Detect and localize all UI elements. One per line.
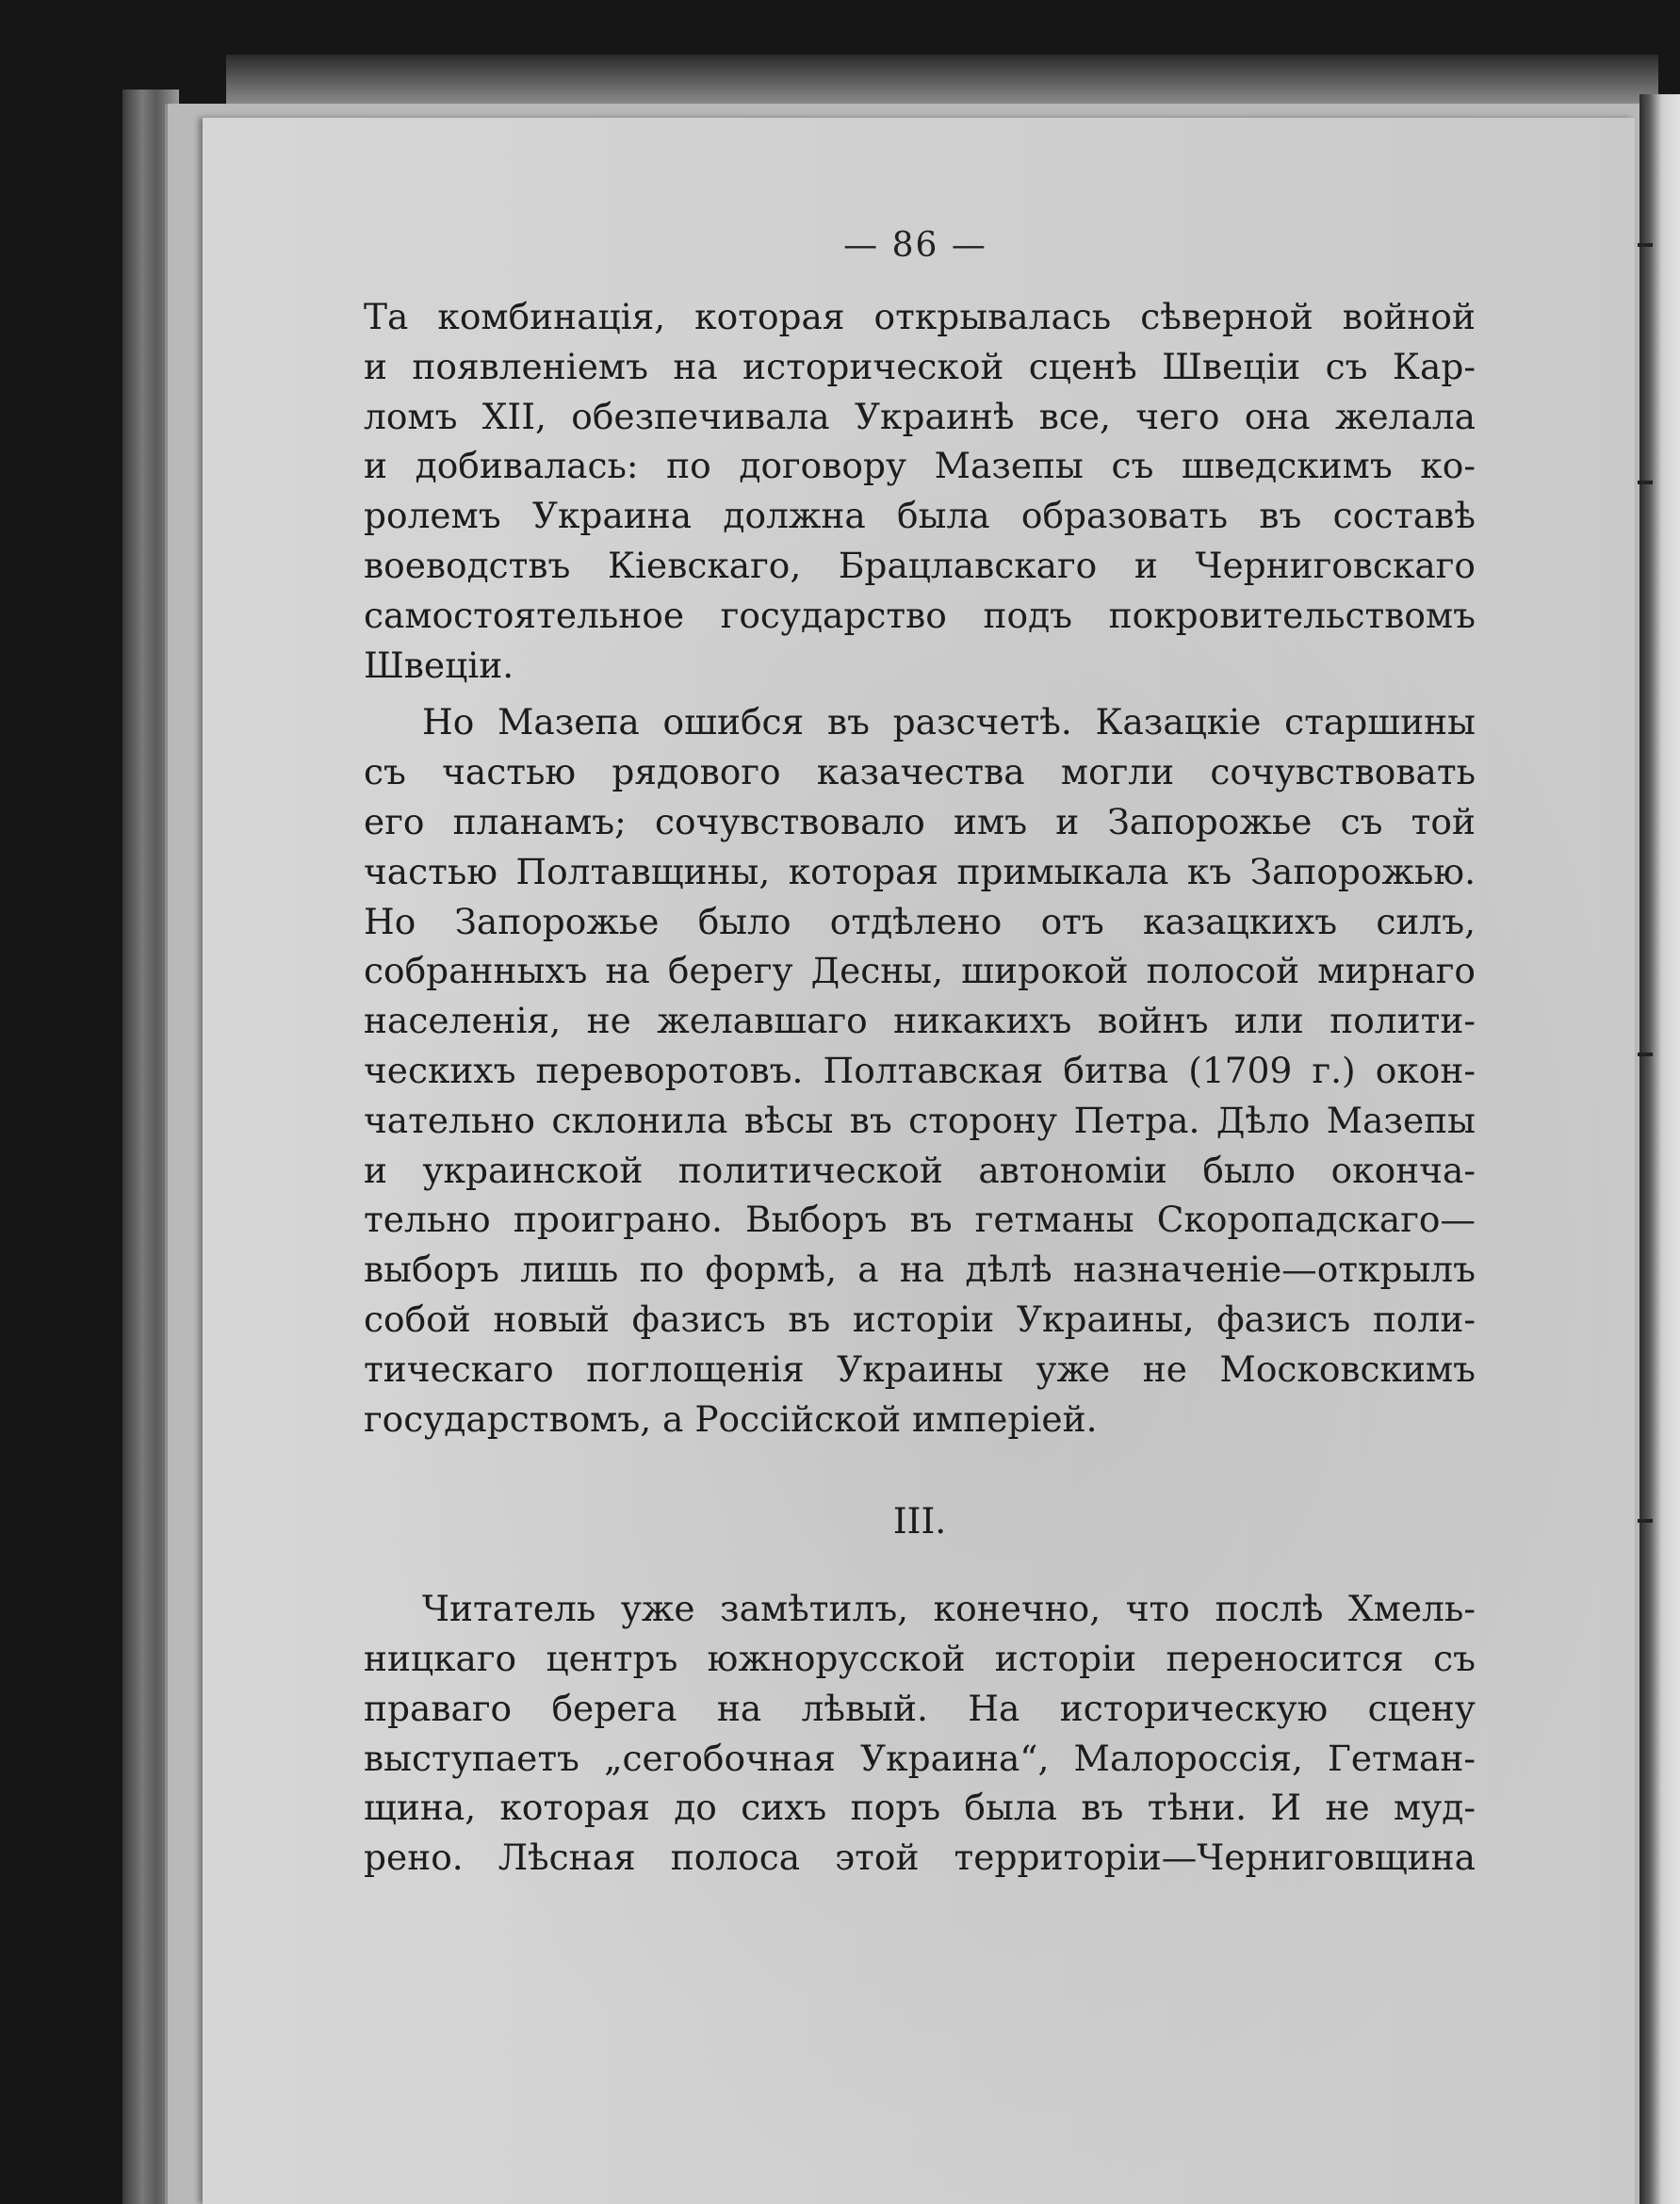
- text-line: тическаго поглощенія Украины уже не Московскимъ: [364, 1347, 1476, 1390]
- text-line: Швеціи.: [364, 644, 514, 686]
- text-line: ческихъ переворотовъ. Полтавская битва (1709 г.) окон-: [364, 1049, 1476, 1091]
- text-line: праваго берега на лѣвый. На историческую сцену: [364, 1687, 1476, 1729]
- text-line: ницкаго центръ южнорусской исторіи переносится съ: [364, 1637, 1476, 1679]
- text-line: рено. Лѣсная полоса этой территоріи—Черниговщина: [364, 1837, 1476, 1879]
- text-line: и добивалась: по договору Мазепы съ шведскимъ ко-: [364, 445, 1476, 487]
- text-line: Та комбинація, которая открывалась сѣверной войной: [364, 296, 1476, 337]
- paragraph: [364, 1584, 1476, 1883]
- text-line: и появленіемъ на исторической сценѣ Швеціи съ Кар-: [364, 345, 1476, 387]
- text-line: самостоятельное государство подъ покровительствомъ: [364, 594, 1476, 636]
- text-line: частью Полтавщины, которая примыкала къ Запорожью.: [364, 850, 1476, 892]
- text-line: государствомъ, а Россійской имперіей.: [364, 1397, 1098, 1440]
- text-line: воеводствъ Кіевскаго, Брацлавскаго и Черниговскаго: [364, 544, 1476, 586]
- facing-page-edge: [1639, 94, 1680, 2204]
- text-line: выборъ лишь по формѣ, а на дѣлѣ назначеніе—открылъ: [364, 1249, 1476, 1291]
- text-line: чательно склонила вѣсы въ сторону Петра. Дѣло Мазепы: [364, 1099, 1476, 1141]
- text-line: щина, которая до сихъ поръ была въ тѣни. И не муд-: [364, 1787, 1476, 1829]
- page-text: [364, 292, 1476, 1883]
- binding-thread-mark: [1638, 481, 1653, 484]
- text-line: ролемъ Украина должна была образовать въ составѣ: [364, 495, 1476, 537]
- text-line: ломъ XII, обезпечивала Украинѣ все, чего она желала: [364, 395, 1476, 437]
- text-line: Но Запорожье было отдѣлено отъ казацкихъ силъ,: [364, 900, 1476, 942]
- text-line: его планамъ; сочувствовало имъ и Запорожье съ той: [364, 800, 1476, 842]
- binding-thread-mark: [1638, 1519, 1653, 1523]
- paragraph: [364, 697, 1476, 1444]
- text-line: тельно проиграно. Выборъ въ гетманы Скоропадскаго—: [364, 1199, 1476, 1241]
- section-heading: III.: [892, 1500, 947, 1543]
- text-line: съ частью рядового казачества могли сочувствовать: [364, 751, 1476, 793]
- text-line: и украинской политической автономіи было оконча-: [364, 1149, 1476, 1191]
- binding-thread-mark: [1638, 1053, 1653, 1056]
- text-line: населенія, не желавшаго никакихъ войнъ или полити-: [364, 1000, 1476, 1042]
- text-line: Читатель уже замѣтилъ, конечно, что послѣ Хмель-: [422, 1588, 1476, 1630]
- text-line: собранныхъ на берегу Десны, широкой полосой мирнаго: [364, 950, 1476, 992]
- text-line: Но Мазепа ошибся въ разсчетѣ. Казацкіе старшины: [422, 701, 1476, 743]
- text-line: выступаетъ „сегобочная Украина“, Малороссія, Гетман-: [364, 1737, 1476, 1779]
- paragraph: [364, 292, 1476, 690]
- page-number: — 86 —: [843, 226, 987, 265]
- text-line: собой новый фазисъ въ исторіи Украины, фазисъ поли-: [364, 1298, 1476, 1340]
